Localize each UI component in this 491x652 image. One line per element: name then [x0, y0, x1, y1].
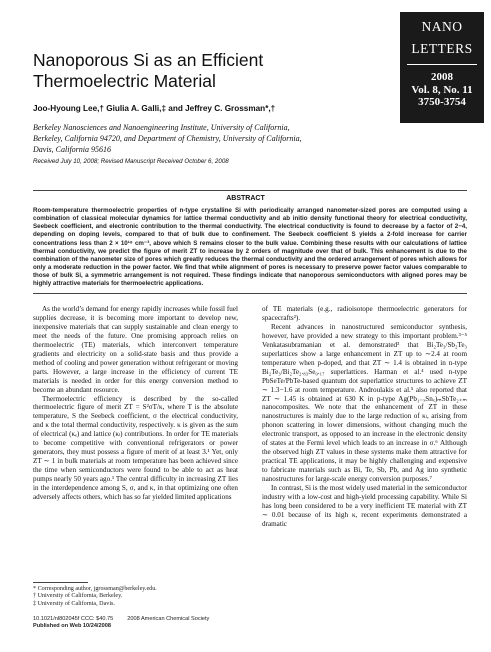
abstract-top-rule: [33, 190, 467, 191]
body-paragraph: of TE materials (e.g., radioisotope thermoelectric generators for spacecrafts²).: [262, 305, 467, 322]
page-footer: [33, 616, 293, 630]
body-paragraph: As the world’s demand for energy rapidly increases while fossil fuel supplies decrease, it is becoming more important to develop new, inexpensive materials that can supply sustainable and clean energy to meet the needs of the future. One promising approach relies on thermoelectric (TE) materials, which interconvert temperature gradients and electricity on a solid-state basis and thus provide a method of cooling and power generation without refrigerant or moving parts. However, a large increase in the efficiency of current TE materials is needed in order for this energy conversion method to become an abundant resource.: [33, 305, 238, 394]
footnote-divider: [33, 582, 88, 583]
body-paragraph: Recent advances in nanostructured semiconductor synthesis, however, have provided a new strategy to this important problem.³⁻⁵ Venkatasubramanian et al. demonstrated³ that Bi₂Te₃/Sb₂Te₃ superlattices show a large enhancement in ZT up to ∼2.4 at room temperature when p-doped, and that ZT ∼ 1.4 is obtained in n-type Bi₂Te₃/Bi₂Te₂.₈₃Se₀.₁₇ superlattices. Harman et al.⁴ used n-type PbSeTe/PbTe-based quantum dot superlattice structures to achieve ZT ∼ 1.3−1.6 at room temperature. Androulakis et al.⁵ also reported that ZT ∼ 1.45 is obtained at 630 K in p-type Ag(Pb₁₋ₓSnₓ)ₘSbTe₂₊ₘ nanocomposites. We note that the enhancement of ZT in these nanostructures is mainly due to the large reduction of κₗ, arising from phonon scattering in lower dimensions, without changing much the electronic transport, as opposed to an increase in the electronic density of states at the Fermi level which leads to an increase in σ.⁶ Although the observed high ZT values in these systems make them attractive for practical TE applications, it may be highly challenging and expensive to fabricate materials such as Bi, Te, Sb, Pb, and Ag into synthetic nanostructures for large-scale energy conversion purposes.⁷: [262, 322, 467, 484]
journal-badge: [400, 12, 484, 123]
footnotes: [33, 582, 238, 608]
footnote-dagger: † University of California, Berkeley.: [33, 593, 123, 600]
journal-divider: [407, 64, 477, 65]
journal-year: 2008: [431, 71, 453, 83]
title-line1: Nanoporous Si as an Efficient: [33, 50, 264, 70]
author-list: Joo-Hyoung Lee,† Giulia A. Galli,‡ and Jeffrey C. Grossman*,†: [33, 104, 276, 113]
body-paragraph: Thermoelectric efficiency is described by the so-called thermoelectric figure of merit ZT = S²σT/κ, where T is the absolute temperature, S the Seebeck coefficient, σ the electrical conductivity, and κ the total thermal conductivity, respectively. κ is given as the sum of electrical (κₑ) and lattice (κₗ) contributions. In order for TE materials to become competitive with conventional refrigerators or power generators, they must possess a figure of merit of at least 3.¹ Yet, only ZT ∼ 1 in bulk materials at room temperature has been achieved since the time when semiconductors were found to be able to act as heat pumps nearly 50 years ago.¹ The central difficulty in increasing ZT lies in the interdependence among S, σ, and κ, in that optimizing one often adversely affects others, which has so far yielded limited applications: [33, 394, 238, 502]
journal-pages: 3750-3754: [418, 96, 466, 108]
footnote-corresponding: * Corresponding author, jgrossman@berkeley.edu.: [33, 586, 157, 592]
journal-volume: Vol. 8, No. 11: [411, 83, 473, 96]
abstract-text: Room-temperature thermoelectric properties of n-type crystalline Si with periodically arranged nanometer-sized pores are computed using a combination of classical molecular dynamics for lattice thermal conductivity and ab initio density functional theory for electrical conductivity, Seebeck coefficient, and electronic contribution to the thermal conductivity. The electrical conductivity is found to decrease by a factor of 2−4, depending on doping levels, compared to that of bulk due to confinement. The Seebeck coefficient S yields a 2-fold increase for carrier concentrations less than 2 × 10¹⁹ cm⁻³, above which S remains closer to the bulk value. Combining these results with our calculations of lattice thermal conductivity, we predict the figure of merit ZT to increase by 2 orders of magnitude over that of bulk. This enhancement is due to the combination of the nanometer size of pores which greatly reduces the thermal conductivity and the ordered arrangement of pores which allows for only a moderate reduction in the power factor. We find that while alignment of pores is necessary to preserve power factor values comparable to those of bulk Si, a symmetric arrangement is not required. These findings indicate that nanoporous semiconductors with aligned pores may be highly attractive materials for thermoelectric applications.: [33, 207, 467, 288]
received-dates: Received July 10, 2008; Revised Manuscript Received October 6, 2008: [33, 158, 229, 165]
published-line: Published on Web 10/24/2008: [33, 623, 111, 629]
body-paragraph: In contrast, Si is the most widely used material in the semiconductor industry with a low-cost and high-yield processing capability. While Si has long been considered to be a very inefficient TE material with ZT ∼ 0.01 because of its high κ, recent experiments demonstrated a dramatic: [262, 484, 467, 528]
doi-line: 10.1021/nl802045f CCC: $40.75: [33, 616, 114, 622]
abstract-bottom-rule: [33, 293, 467, 294]
abstract-heading: ABSTRACT: [226, 195, 265, 202]
body-column-left: [33, 305, 238, 502]
article-title: [33, 50, 373, 92]
journal-name-line1: NANO: [421, 19, 463, 34]
title-line2: Thermoelectric Material: [33, 71, 216, 91]
affiliation-line2: Berkeley, California 94720, and Department of Chemistry, University of California,: [33, 134, 302, 143]
body-column-right: [262, 305, 467, 529]
affiliation-line1: Berkeley Nanosciences and Nanoengineering Institute, University of California,: [33, 123, 290, 132]
affiliation-line3: Davis, California 95616: [33, 145, 112, 154]
footnote-ddagger: ‡ University of California, Davis.: [33, 600, 115, 607]
affiliation: [33, 122, 363, 155]
copyright-line: 2008 American Chemical Society: [127, 616, 210, 622]
journal-name-line2: LETTERS: [411, 41, 473, 56]
